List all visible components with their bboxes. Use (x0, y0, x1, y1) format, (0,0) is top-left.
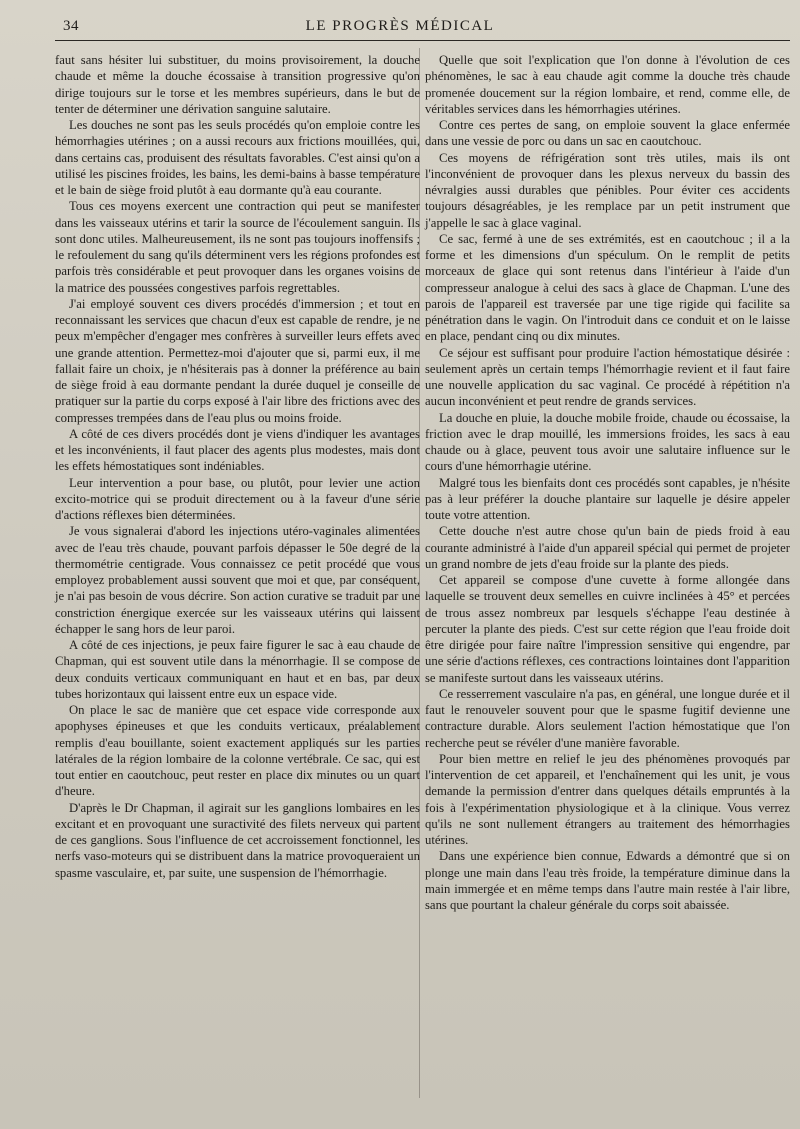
paragraph: On place le sac de manière que cet espace vide corresponde aux apophyses épineuses et que les conduits verticaux, préalablement remplis d'eau bouillante, soient exactement appliqués sur les parties latérales de la région lombaire de la colonne vertébrale. Ce sac, qui est tout entier en caoutchouc, peut rester en place dix minutes ou un quart d'heure. (55, 703, 420, 799)
left-column (55, 52, 420, 881)
paragraph: Ces moyens de réfrigération sont très utiles, mais ils ont l'inconvénient de provoquer dans les plexus nerveux du bassin des névralgies aussi durables que pénibles. Pour éviter ces accidents toujours désagréables, je les remplace par un petit instrument que j'appelle le sac à glace vaginal. (425, 150, 790, 230)
page-number: 34 (63, 18, 79, 34)
paragraph: Les douches ne sont pas les seuls procédés qu'on emploie contre les hémorrhagies utérines ; on a aussi recours aux frictions mouillées, qui, dans certains cas, produisent des résultats favorables. C'est ainsi qu'on a utilisé les piscines froides, les bains, les demi-bains à basse température et le bain de siège froid plutôt à eau dormante qu'à eau courante. (55, 118, 420, 197)
paragraph: Quelle que soit l'explication que l'on donne à l'évolution de ces phénomènes, le sac à eau chaude agit comme la douche très chaude promenée doucement sur la région lombaire, et rend, comme elle, de véritables services dans les hémorrhagies utérines. (425, 53, 790, 116)
journal-title: LE PROGRÈS MÉDICAL (305, 18, 495, 34)
paragraph: Malgré tous les bienfaits dont ces procédés sont capables, je n'hésite pas à leur préférer la douche plantaire sur laquelle je désire appeler toute votre attention. (425, 475, 790, 522)
paragraph: Cet appareil se compose d'une cuvette à forme allongée dans laquelle se trouvent deux semelles en cuivre inclinées à 45° et percées de trous assez nombreux par lesquels s'échappe l'eau destinée à percuter la plante des pieds. C'est sur cette région que l'eau froide doit être dirigée pour faire naître l'impression sensitive qui engendre, par une série d'actions réflexes, ces contractions lointaines dont l'apparition se manifeste surtout dans les vaisseaux utérins. (425, 573, 790, 685)
paragraph: Leur intervention a pour base, ou plutôt, pour levier une action excito-motrice qui se produit directement ou à la faveur d'une série d'actions réflexes bien déterminées. (55, 475, 420, 522)
page-header (0, 0, 800, 40)
paragraph: Contre ces pertes de sang, on emploie souvent la glace enfermée dans une vessie de porc ou dans un sac en caoutchouc. (425, 118, 790, 149)
right-column (425, 52, 790, 913)
paragraph: A côté de ces injections, je peux faire figurer le sac à eau chaude de Chapman, qui est souvent utile dans la ménorrhagie. Il se compose de deux conduits verticaux communiquant en haut et en bas, par deux tubes horizontaux qui laissent entre eux un espace vide. (55, 638, 420, 701)
paragraph: Dans une expérience bien connue, Edwards a démontré que si on plonge une main dans l'eau très froide, la température diminue dans la main immergée et en même temps dans l'autre main restée à l'air libre, sans que pourtant la chaleur générale du corps soit abaissée. (425, 849, 790, 912)
paragraph: faut sans hésiter lui substituer, du moins provisoirement, la douche chaude et même la douche écossaise à transition progressive qu'on dirige toujours sur le torse et les membres supérieurs, dans le but de tenter de déterminer une dérivation sanguine salutaire. (55, 53, 420, 116)
paragraph: Cette douche n'est autre chose qu'un bain de pieds froid à eau courante administré à l'aide d'un appareil spécial qui permet de projeter un grand nombre de jets d'eau froide sur la plante des pieds. (425, 524, 790, 571)
paragraph: Tous ces moyens exercent une contraction qui peut se manifester dans les vaisseaux utérins et tarir la source de l'écoulement sanguin. Ils sont donc utiles. Malheureusement, ils ne sont pas toujours inoffensifs ; le refoulement du sang qu'ils déterminent vers les régions profondes est parfois très considérable et peut provoquer dans les organes voisins de la matrice des poussées congestives parfois regrettables. (55, 199, 420, 295)
paragraph: A côté de ces divers procédés dont je viens d'indiquer les avantages et les inconvénients, il faut placer des agents plus modestes, mais dont les effets hémostatiques sont indéniables. (55, 426, 420, 474)
paragraph: Ce séjour est suffisant pour produire l'action hémostatique désirée : seulement après un certain temps l'hémorrhagie revient et il faut faire une nouvelle application du sac vaginal. Ce procédé à répétition n'a aucun inconvénient et peut rendre de grands services. (425, 345, 790, 409)
paragraph: Je vous signalerai d'abord les injections utéro-vaginales alimentées avec de l'eau très chaude, pouvant parfois dépasser le 50e degré de la thermométrie centigrade. Vous connaissez ce petit procédé que vous employez probablement aussi souvent que moi et que, par conséquent, je n'ai pas besoin de vous décrire. Son action curative se traduit par une constriction énergique exercée sur les vaisseaux utérins qui laissent échapper le sang hors de leur paroi. (55, 524, 420, 636)
paragraph: Pour bien mettre en relief le jeu des phénomènes provoqués par l'intervention de cet appareil, et l'enchaînement qui les unit, je vous demande la permission d'entrer dans quelques détails empruntés à la fois à l'expérimentation physiologique et à la clinique. Vous verrez qu'ils ne sont nullement étrangers au traitement des hémorrhagies utérines. (425, 751, 790, 847)
paragraph: J'ai employé souvent ces divers procédés d'immersion ; et tout en reconnaissant les services que chacun d'eux est capable de rendre, je ne peux m'empêcher d'engager mes confrères à surveiller leurs effets avec une grande attention. Permettez-moi d'ajouter que si, parmi eux, il me fallait faire un choix, je n'hésiterais pas à donner la préférence au bain de siège froid à eau dormante pendant la durée duquel je conseille de pratiquer sur la partie du corps exposé à l'air libre des frictions avec des compresses trempées dans de l'eau plus ou moins froide. (55, 296, 420, 425)
paragraph: La douche en pluie, la douche mobile froide, chaude ou écossaise, la friction avec le drap mouillé, les immersions froides, les sacs à eau chaude ou à glace, peuvent tous avoir une salutaire influence sur le cours d'une hémorrhagie utérine. (425, 410, 790, 474)
header-rule (55, 40, 790, 41)
paragraph: Ce resserrement vasculaire n'a pas, en général, une longue durée et il faut le renouveler souvent pour que le spasme fugitif devienne une contracture durable. Alors seulement l'action hémostatique que l'on recherche peut se révéler d'une manière favorable. (425, 686, 790, 750)
column-divider (419, 48, 420, 1098)
paragraph: Ce sac, fermé à une de ses extrémités, est en caoutchouc ; il a la forme et les dimensions d'un spéculum. On le remplit de petits morceaux de glace qui sont retenus dans l'intérieur à l'aide d'un compresseur analogue à celui des sacs à glace de Chapman. L'une des parois de l'appareil est traversée par une tige rigide qui facilite sa pénétration dans le vagin. On l'introduit dans ce conduit et on le laisse en place, pendant cinq ou dix minutes. (425, 231, 790, 344)
paragraph: D'après le Dr Chapman, il agirait sur les ganglions lombaires en les excitant et en provoquant une suractivité des filets nerveux qui partent de ces ganglions. Sous l'influence de cet accroissement fonctionnel, les nerfs vaso-moteurs qui se distribuent dans la matrice provoqueraient un spasme vasculaire, et, par suite, une suspension de l'hémorrhagie. (55, 800, 420, 880)
